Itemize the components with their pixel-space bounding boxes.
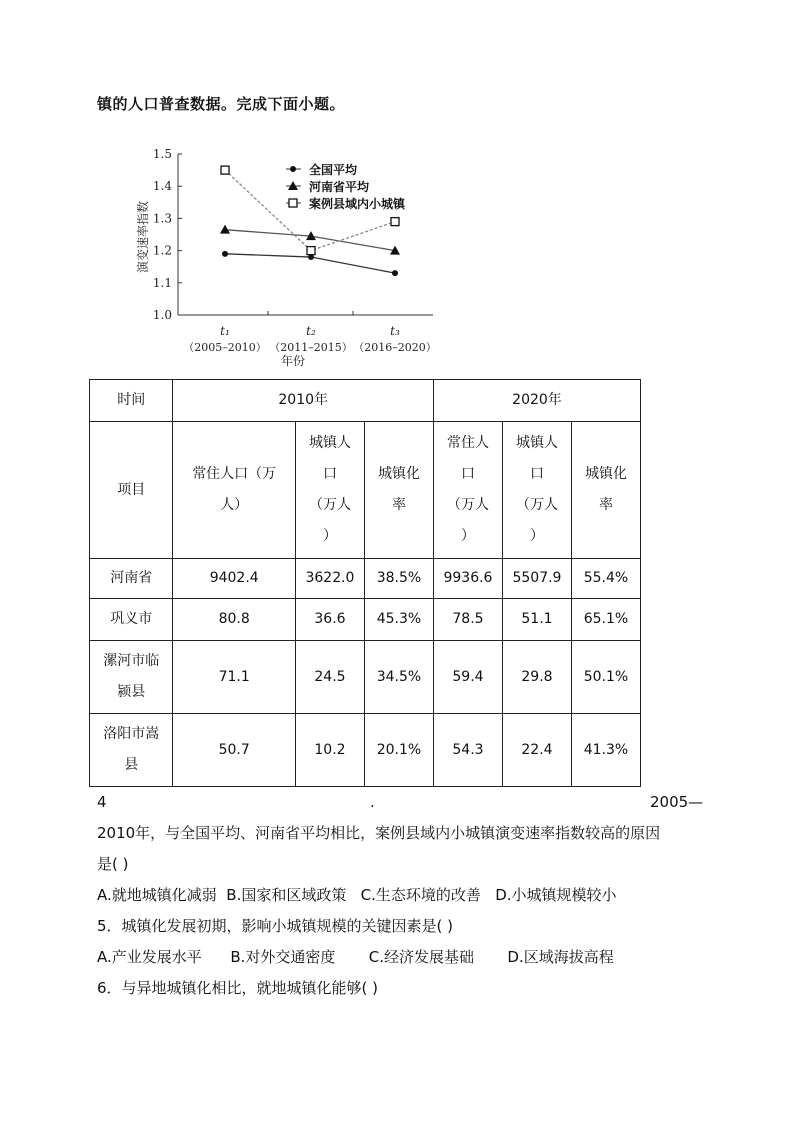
header-line: 常住人口（万 (192, 466, 277, 482)
intro-text: 镇的人口普查数据。完成下面小题。 (97, 95, 346, 113)
table-cell: 59.4 (433, 641, 502, 714)
table-cell: 5507.9 (502, 559, 571, 599)
q4-dot: . (370, 793, 375, 811)
table-cell: 71.1 (173, 641, 296, 714)
table-cell: 36.6 (295, 599, 364, 641)
y-tick-label: 1.3 (152, 211, 172, 226)
table-cell: 29.8 (502, 641, 571, 714)
row-name: 洛阳市嵩 县 (90, 714, 173, 787)
x-range-label: （2011–2015） (269, 341, 353, 354)
table-cell: 10.2 (295, 714, 364, 787)
q4-year: 2005— (650, 793, 704, 811)
header-urban-2020 (502, 422, 571, 559)
q4-stem-line2: 2010年，与全国平均、河南省平均相比，案例县域内小城镇演变速率指数较高的原因 (97, 824, 661, 842)
census-table (89, 379, 641, 787)
header-pop-2010 (173, 422, 296, 559)
x-range-label: （2016–2020） (353, 341, 437, 354)
q4-number: 4 (97, 793, 107, 811)
header-rate-2020 (571, 422, 640, 559)
y-tick-label: 1.2 (152, 243, 172, 258)
table-cell: 24.5 (295, 641, 364, 714)
legend-label: 全国平均 (309, 163, 358, 177)
header-item: 项目 (90, 422, 173, 559)
y-axis-label: 演变速率指数 (136, 200, 150, 274)
header-line: （万人 (308, 497, 351, 513)
data-point (391, 218, 399, 226)
header-urban-2010 (295, 422, 364, 559)
data-point (307, 247, 315, 255)
header-line: 口 (529, 466, 544, 482)
data-point (222, 251, 228, 257)
y-tick-label: 1.0 (152, 308, 172, 322)
header-line: 口 (460, 466, 475, 482)
table-cell: 45.3% (364, 599, 433, 641)
legend-label: 河南省平均 (309, 180, 370, 194)
header-pop-2020 (433, 422, 502, 559)
header-line: 城镇化 (377, 466, 420, 482)
header-line: 率 (598, 497, 613, 513)
data-point (392, 270, 398, 276)
header-line: ） (529, 528, 544, 544)
q4-stem-line3: 是( ) (97, 855, 129, 873)
table-cell: 78.5 (433, 599, 502, 641)
table-cell: 34.5% (364, 641, 433, 714)
table-row (90, 599, 641, 641)
header-2020: 2020年 (433, 380, 640, 422)
data-point (220, 225, 230, 234)
legend-label: 案例县域内小城镇 (309, 197, 406, 211)
y-tick-label: 1.4 (152, 179, 172, 194)
q6-stem: 6．与异地城镇化相比，就地城镇化能够( ) (97, 979, 379, 997)
data-point (290, 166, 296, 172)
data-point (289, 199, 297, 207)
x-range-label: （2005–2010） (183, 341, 267, 354)
table-cell: 3622.0 (295, 559, 364, 599)
header-line: （万人 (446, 497, 489, 513)
header-line: ） (322, 528, 337, 544)
header-2010: 2010年 (173, 380, 434, 422)
table-row (90, 641, 641, 714)
table-cell: 54.3 (433, 714, 502, 787)
header-line: 常住人 (446, 435, 489, 451)
header-line: 口 (322, 466, 337, 482)
header-line: 城镇人 (308, 435, 351, 451)
table-cell: 55.4% (571, 559, 640, 599)
x-axis-label: 年份 (280, 354, 306, 368)
table-cell: 9402.4 (173, 559, 296, 599)
x-tick-label: t₃ (390, 324, 400, 338)
row-name: 河南省 (90, 559, 173, 599)
row-name: 巩义市 (90, 599, 173, 641)
chart-legend (286, 162, 406, 211)
table-cell: 20.1% (364, 714, 433, 787)
table-cell: 22.4 (502, 714, 571, 787)
x-tick-label: t₂ (306, 324, 316, 338)
q5-stem: 5．城镇化发展初期，影响小城镇规模的关键因素是( ) (97, 917, 454, 935)
chart-axes (135, 147, 437, 368)
q5-options: A.产业发展水平 B.对外交通密度 C.经济发展基础 D.区域海拔高程 (97, 948, 614, 966)
header-rate-2010 (364, 422, 433, 559)
table-cell: 50.7 (173, 714, 296, 787)
line-chart (133, 142, 463, 372)
table-cell: 38.5% (364, 559, 433, 599)
y-tick-label: 1.5 (152, 147, 172, 161)
header-time: 时间 (90, 380, 173, 422)
y-tick-label: 1.1 (152, 275, 172, 290)
header-line: 率 (391, 497, 406, 513)
table-cell: 41.3% (571, 714, 640, 787)
header-line: 城镇化 (584, 466, 627, 482)
table-cell: 80.8 (173, 599, 296, 641)
header-line: （万人 (515, 497, 558, 513)
table-cell: 50.1% (571, 641, 640, 714)
header-line: 人） (220, 497, 249, 513)
row-name: 漯河市临 颍县 (90, 641, 173, 714)
header-line: 城镇人 (515, 435, 558, 451)
table-row (90, 714, 641, 787)
table-cell: 65.1% (571, 599, 640, 641)
q4-options: A.就地城镇化减弱 B.国家和区域政策 C.生态环境的改善 D.小城镇规模较小 (97, 886, 617, 904)
table-cell: 9936.6 (433, 559, 502, 599)
x-tick-label: t₁ (220, 324, 230, 338)
table-cell: 51.1 (502, 599, 571, 641)
header-line: ） (460, 528, 475, 544)
table-row (90, 559, 641, 599)
data-point (221, 166, 229, 174)
